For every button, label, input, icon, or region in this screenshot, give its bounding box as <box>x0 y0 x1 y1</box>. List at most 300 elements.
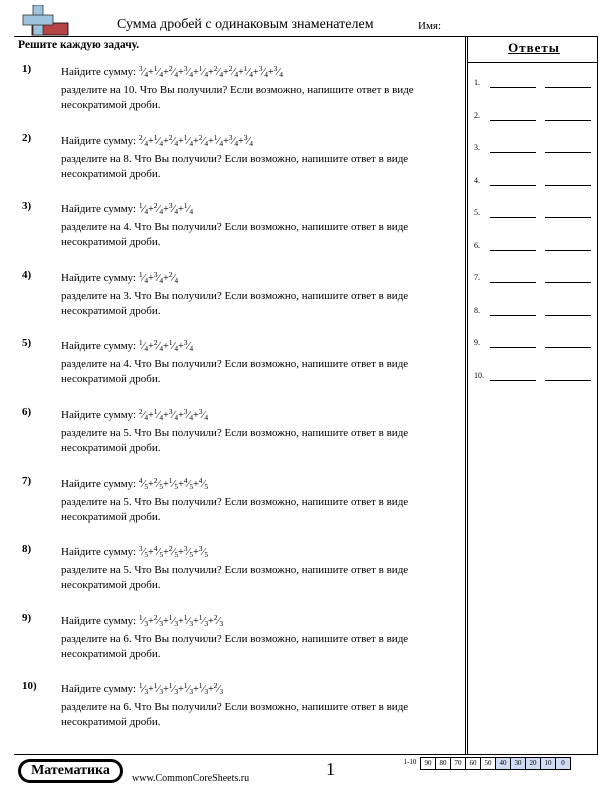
numerator: 2 <box>213 64 218 73</box>
plus-sign: + <box>148 135 154 147</box>
plus-sign: + <box>193 615 199 627</box>
fraction: $^1⁄_3$ <box>198 612 209 628</box>
plus-sign: + <box>148 615 154 627</box>
fraction: $^2⁄_3$ <box>153 612 164 628</box>
numerator: 3 <box>273 64 278 73</box>
problem-text: разделите на 4. Что Вы получили? Если возможно, напишите ответ в виде несократимой дроби. <box>61 221 409 249</box>
numerator: 3 <box>243 132 248 142</box>
problem-expression <box>61 546 208 558</box>
denominator: 5 <box>144 550 149 560</box>
plus-sign: + <box>193 135 199 147</box>
numerator: 1 <box>153 64 158 73</box>
name-label: Имя: <box>418 20 442 32</box>
denominator: 3 <box>144 687 149 697</box>
problem-number: 6) <box>22 406 32 418</box>
denominator: 4 <box>264 70 269 79</box>
numerator: 3 <box>168 407 173 416</box>
score-cell: 10 <box>540 757 556 770</box>
plus-sign: + <box>223 67 229 78</box>
denominator: 4 <box>219 70 224 79</box>
answer-number: 7. <box>474 273 480 282</box>
answer-number: 1. <box>474 78 480 87</box>
numerator: 4 <box>153 544 158 554</box>
numerator: 3 <box>168 201 173 211</box>
problem-expression <box>61 203 193 215</box>
fraction: $^1⁄_4$ <box>138 269 149 285</box>
fraction: $^2⁄_4$ <box>228 64 239 79</box>
answer-blank[interactable] <box>490 87 536 88</box>
score-cell: 60 <box>465 757 481 770</box>
numerator: 3 <box>183 407 188 416</box>
denominator: 4 <box>159 275 164 285</box>
problem-expression <box>61 409 208 421</box>
numerator: 4 <box>183 475 188 485</box>
answer-blank[interactable] <box>545 87 591 88</box>
denominator: 4 <box>204 413 209 422</box>
fraction: $^1⁄_4$ <box>183 132 194 148</box>
plus-sign: + <box>253 67 259 78</box>
numerator: 1 <box>153 407 158 416</box>
numerator: 3 <box>198 407 203 416</box>
numerator: 1 <box>138 269 143 279</box>
problem-prefix: Найдите сумму: <box>61 203 137 216</box>
score-cell: 40 <box>495 757 511 770</box>
fraction: $^3⁄_4$ <box>168 201 179 217</box>
plus-sign: + <box>268 67 274 78</box>
numerator: 4 <box>138 475 143 485</box>
denominator: 4 <box>144 344 149 354</box>
fraction: $^1⁄_4$ <box>198 64 209 79</box>
numerator: 3 <box>183 544 188 554</box>
page-border-right <box>597 36 598 754</box>
answer-blank[interactable] <box>545 217 591 218</box>
plus-sign: + <box>223 135 229 147</box>
numerator: 2 <box>228 64 233 73</box>
numerator: 3 <box>198 544 203 554</box>
numerator: 1 <box>213 132 218 142</box>
denominator: 4 <box>144 138 149 148</box>
score-cell: 80 <box>435 757 451 770</box>
plus-sign: + <box>163 615 169 627</box>
denominator: 4 <box>189 413 194 422</box>
numerator: 2 <box>153 475 158 485</box>
plus-sign: + <box>193 684 199 696</box>
fraction: $^3⁄_5$ <box>183 544 194 560</box>
brand-badge <box>18 759 123 783</box>
fraction: $^1⁄_4$ <box>213 132 224 148</box>
answer-blank[interactable] <box>545 152 591 153</box>
fraction: $^1⁄_3$ <box>198 681 209 697</box>
numerator: 2 <box>153 612 158 622</box>
fraction: $^2⁄_4$ <box>138 132 149 148</box>
numerator: 1 <box>168 612 173 622</box>
site-url: www.CommonCoreSheets.ru <box>132 773 250 784</box>
fraction: $^3⁄_4$ <box>138 64 149 79</box>
numerator: 2 <box>168 269 173 279</box>
answer-blank[interactable] <box>545 347 591 348</box>
denominator: 3 <box>189 618 194 628</box>
answer-number: 6. <box>474 240 480 250</box>
instruction: Решите каждую задачу. <box>18 39 140 51</box>
denominator: 4 <box>174 275 179 285</box>
problem-number: 3) <box>22 200 32 213</box>
brand-label: Математика <box>21 762 120 780</box>
denominator: 4 <box>219 138 224 148</box>
answer-number: 3. <box>474 143 480 152</box>
denominator: 5 <box>144 481 149 491</box>
numerator: 1 <box>198 64 203 73</box>
answer-number: 9. <box>474 338 480 347</box>
numerator: 3 <box>153 269 158 279</box>
numerator: 1 <box>183 612 188 622</box>
fraction: $^1⁄_3$ <box>138 612 149 628</box>
plus-sign: + <box>148 478 154 490</box>
numerator: 1 <box>168 338 173 348</box>
numerator: 1 <box>168 475 173 485</box>
footer-divider <box>14 754 598 755</box>
worksheet-logo-icon <box>22 5 70 37</box>
score-table <box>400 757 571 770</box>
fraction: $^3⁄_4$ <box>183 64 194 79</box>
denominator: 4 <box>159 138 164 148</box>
problem-number: 7) <box>22 474 32 487</box>
column-divider-right <box>467 36 468 754</box>
problem-text: разделите на 6. Что Вы получили? Если возможно, напишите ответ в виде несократимой дроби. <box>61 632 409 660</box>
denominator: 3 <box>189 687 194 697</box>
numerator: 3 <box>258 64 263 73</box>
denominator: 5 <box>159 550 164 560</box>
denominator: 4 <box>174 70 179 79</box>
fraction: $^2⁄_4$ <box>138 407 149 422</box>
fraction: $^1⁄_4$ <box>168 338 179 354</box>
plus-sign: + <box>178 67 184 78</box>
numerator: 3 <box>228 132 233 142</box>
answer-blank[interactable] <box>490 217 536 218</box>
denominator: 4 <box>174 138 179 148</box>
answer-blank[interactable] <box>490 282 536 283</box>
numerator: 2 <box>138 132 143 142</box>
numerator: 2 <box>153 338 158 348</box>
plus-sign: + <box>163 135 169 147</box>
answers-title: Ответы <box>508 40 560 55</box>
numerator: 1 <box>183 201 188 211</box>
plus-sign: + <box>148 684 154 696</box>
plus-sign: + <box>163 684 169 696</box>
denominator: 5 <box>174 481 179 491</box>
plus-sign: + <box>238 67 244 78</box>
answer-number: 2. <box>474 110 480 120</box>
numerator: 3 <box>183 64 188 73</box>
answer-number: 10. <box>474 370 484 380</box>
fraction: $^1⁄_3$ <box>168 612 179 628</box>
problem-number: 4) <box>22 268 32 281</box>
fraction: $^1⁄_4$ <box>153 132 164 148</box>
plus-sign: + <box>163 204 169 216</box>
problem-expression <box>61 340 193 352</box>
numerator: 1 <box>153 132 158 142</box>
problem-prefix: Найдите сумму: <box>61 134 137 147</box>
denominator: 4 <box>189 344 194 354</box>
denominator: 4 <box>234 138 239 148</box>
numerator: 1 <box>138 201 143 211</box>
plus-sign: + <box>163 341 169 353</box>
score-cell: 90 <box>420 757 436 770</box>
fraction: $^3⁄_4$ <box>183 338 194 354</box>
problem-prefix: Найдите сумму: <box>61 66 137 78</box>
numerator: 2 <box>198 132 203 142</box>
problem-number: 9) <box>22 611 32 624</box>
denominator: 4 <box>249 138 254 148</box>
denominator: 4 <box>204 138 209 148</box>
problem-text: разделите на 5. Что Вы получили? Если возможно, напишите ответ в виде несократимой дроби. <box>61 564 409 592</box>
fraction: $^2⁄_4$ <box>168 269 179 285</box>
problem-prefix: Найдите сумму: <box>61 271 137 284</box>
plus-sign: + <box>148 410 154 421</box>
plus-sign: + <box>178 478 184 490</box>
answer-blank[interactable] <box>545 380 591 381</box>
page-number: 1 <box>326 759 335 779</box>
denominator: 4 <box>144 70 149 79</box>
denominator: 4 <box>174 207 179 217</box>
numerator: 3 <box>138 64 143 73</box>
denominator: 4 <box>159 413 164 422</box>
plus-sign: + <box>208 615 214 627</box>
numerator: 1 <box>138 612 143 622</box>
denominator: 5 <box>189 550 194 560</box>
numerator: 1 <box>198 681 203 691</box>
plus-sign: + <box>178 547 184 559</box>
fraction: $^4⁄_5$ <box>153 544 164 560</box>
fraction: $^2⁄_5$ <box>153 475 164 491</box>
fraction: $^4⁄_5$ <box>198 475 209 491</box>
plus-sign: + <box>178 684 184 696</box>
plus-sign: + <box>163 547 169 559</box>
fraction: $^4⁄_5$ <box>183 475 194 491</box>
numerator: 3 <box>183 338 188 348</box>
numerator: 2 <box>168 132 173 142</box>
plus-sign: + <box>163 410 169 421</box>
denominator: 4 <box>189 138 194 148</box>
plus-sign: + <box>148 204 154 216</box>
numerator: 4 <box>198 475 203 485</box>
plus-sign: + <box>148 67 154 78</box>
fraction: $^3⁄_4$ <box>243 132 254 148</box>
answer-blank[interactable] <box>545 315 591 316</box>
numerator: 3 <box>138 544 143 554</box>
problem-number: 5) <box>22 337 32 350</box>
plus-sign: + <box>178 135 184 147</box>
fraction: $^1⁄_4$ <box>183 201 194 217</box>
denominator: 5 <box>204 481 209 491</box>
denominator: 4 <box>159 207 164 217</box>
numerator: 1 <box>183 132 188 142</box>
fraction: $^3⁄_4$ <box>183 407 194 422</box>
denominator: 3 <box>159 618 164 628</box>
answer-blank[interactable] <box>490 347 536 348</box>
fraction: $^1⁄_4$ <box>243 64 254 79</box>
denominator: 3 <box>159 687 164 697</box>
denominator: 3 <box>204 687 209 697</box>
denominator: 3 <box>174 618 179 628</box>
plus-sign: + <box>238 135 244 147</box>
denominator: 4 <box>174 344 179 354</box>
plus-sign: + <box>178 341 184 353</box>
denominator: 4 <box>159 344 164 354</box>
fraction: $^3⁄_5$ <box>138 544 149 560</box>
score-cell: 50 <box>480 757 496 770</box>
numerator: 1 <box>183 681 188 691</box>
problem-prefix: Найдите сумму: <box>61 546 137 559</box>
answer-number: 8. <box>474 305 480 315</box>
numerator: 2 <box>138 407 143 416</box>
problem-expression <box>61 612 224 628</box>
plus-sign: + <box>208 135 214 147</box>
answer-blank[interactable] <box>545 282 591 283</box>
score-cell: 20 <box>525 757 541 770</box>
answer-blank[interactable] <box>545 250 591 251</box>
problem-prefix: Найдите сумму: <box>61 409 137 421</box>
problem-number: 2) <box>22 131 32 144</box>
score-cell: 70 <box>450 757 466 770</box>
fraction: $^1⁄_3$ <box>183 612 194 628</box>
fraction: $^2⁄_4$ <box>198 132 209 148</box>
fraction: $^3⁄_4$ <box>198 407 209 422</box>
answer-number: 5. <box>474 208 480 217</box>
denominator: 4 <box>279 70 284 79</box>
numerator: 2 <box>168 64 173 73</box>
fraction: $^3⁄_4$ <box>153 269 164 285</box>
problem-prefix: Найдите сумму: <box>61 340 137 353</box>
fraction: $^1⁄_4$ <box>138 201 149 217</box>
header-divider <box>14 36 598 37</box>
column-divider-left <box>465 36 466 754</box>
answer-blank[interactable] <box>490 315 536 316</box>
fraction: $^1⁄_3$ <box>153 681 164 697</box>
problem-expression <box>61 269 179 285</box>
plus-sign: + <box>148 272 154 284</box>
numerator: 1 <box>168 681 173 691</box>
fraction: $^3⁄_4$ <box>273 64 284 79</box>
denominator: 4 <box>174 413 179 422</box>
page-title: Сумма дробей с одинаковым знаменателем <box>117 17 374 32</box>
answer-blank[interactable] <box>545 185 591 186</box>
problem-number: 10) <box>22 680 37 693</box>
fraction: $^3⁄_4$ <box>258 64 269 79</box>
fraction: $^1⁄_3$ <box>138 681 149 697</box>
plus-sign: + <box>148 341 154 353</box>
answer-blank[interactable] <box>490 185 536 186</box>
plus-sign: + <box>163 272 169 284</box>
numerator: 1 <box>138 681 143 691</box>
fraction: $^3⁄_4$ <box>228 132 239 148</box>
problem-expression <box>61 66 283 78</box>
plus-sign: + <box>163 478 169 490</box>
denominator: 5 <box>159 481 164 491</box>
denominator: 4 <box>249 70 254 79</box>
problem-expression <box>61 132 254 148</box>
problem-expression <box>61 475 209 491</box>
denominator: 3 <box>144 618 149 628</box>
denominator: 4 <box>144 413 149 422</box>
problem-text: разделите на 5. Что Вы получили? Если возможно, напишите ответ в виде несократимой дроби. <box>61 495 409 523</box>
denominator: 3 <box>219 687 224 697</box>
fraction: $^3⁄_5$ <box>198 544 209 560</box>
denominator: 4 <box>159 70 164 79</box>
answers-divider <box>467 62 598 63</box>
problem-prefix: Найдите сумму: <box>61 683 137 696</box>
denominator: 4 <box>144 275 149 285</box>
problem-number: 8) <box>22 543 32 556</box>
fraction: $^1⁄_3$ <box>183 681 194 697</box>
plus-sign: + <box>178 410 184 421</box>
fraction: $^1⁄_4$ <box>153 407 164 422</box>
problem-prefix: Найдите сумму: <box>61 614 137 627</box>
plus-sign: + <box>178 615 184 627</box>
answer-blank[interactable] <box>490 152 536 153</box>
fraction: $^4⁄_5$ <box>138 475 149 491</box>
answer-blank[interactable] <box>490 120 536 121</box>
fraction: $^2⁄_4$ <box>153 201 164 217</box>
fraction: $^2⁄_4$ <box>168 64 179 79</box>
plus-sign: + <box>208 67 214 78</box>
numerator: 2 <box>213 612 218 622</box>
plus-sign: + <box>193 67 199 78</box>
fraction: $^1⁄_5$ <box>168 475 179 491</box>
denominator: 4 <box>189 70 194 79</box>
numerator: 2 <box>168 544 173 554</box>
numerator: 2 <box>213 681 218 691</box>
problem-text: разделите на 6. Что Вы получили? Если возможно, напишите ответ в виде несократимой дроби. <box>61 701 409 729</box>
fraction: $^2⁄_5$ <box>168 544 179 560</box>
problem-text: разделите на 3. Что Вы получили? Если возможно, напишите ответ в виде несократимой дроби. <box>61 289 409 317</box>
problem-prefix: Найдите сумму: <box>61 477 137 490</box>
answer-blank[interactable] <box>490 380 536 381</box>
problem-text: разделите на 4. Что Вы получили? Если возможно, напишите ответ в виде несократимой дроби. <box>61 358 409 386</box>
denominator: 4 <box>204 70 209 79</box>
denominator: 4 <box>234 70 239 79</box>
problem-number: 1) <box>22 63 32 75</box>
denominator: 5 <box>189 481 194 491</box>
plus-sign: + <box>208 684 214 696</box>
fraction: $^1⁄_3$ <box>168 681 179 697</box>
plus-sign: + <box>193 410 199 421</box>
fraction: $^2⁄_4$ <box>153 338 164 354</box>
score-cell: 30 <box>510 757 526 770</box>
numerator: 1 <box>198 612 203 622</box>
plus-sign: + <box>178 204 184 216</box>
numerator: 1 <box>138 338 143 348</box>
fraction: $^2⁄_4$ <box>213 64 224 79</box>
numerator: 1 <box>153 681 158 691</box>
fraction: $^2⁄_4$ <box>168 132 179 148</box>
denominator: 3 <box>204 618 209 628</box>
fraction: $^1⁄_4$ <box>153 64 164 79</box>
denominator: 3 <box>174 687 179 697</box>
denominator: 4 <box>144 207 149 217</box>
answer-blank[interactable] <box>545 120 591 121</box>
denominator: 5 <box>204 550 209 560</box>
plus-sign: + <box>193 478 199 490</box>
answer-blank[interactable] <box>490 250 536 251</box>
plus-sign: + <box>148 547 154 559</box>
problem-text: разделите на 5. Что Вы получили? Если возможно, напишите ответ в виде несократимой дроби. <box>61 427 409 454</box>
fraction: $^1⁄_4$ <box>138 338 149 354</box>
problem-expression <box>61 683 223 695</box>
problem-text: разделите на 10. Что Вы получили? Если возможно, напишите ответ в виде несократимой дроби. <box>61 84 414 111</box>
denominator: 3 <box>219 618 224 628</box>
problem-text: разделите на 8. Что Вы получили? Если возможно, напишите ответ в виде несократимой дроби. <box>61 152 409 180</box>
fraction: $^2⁄_3$ <box>213 681 224 697</box>
